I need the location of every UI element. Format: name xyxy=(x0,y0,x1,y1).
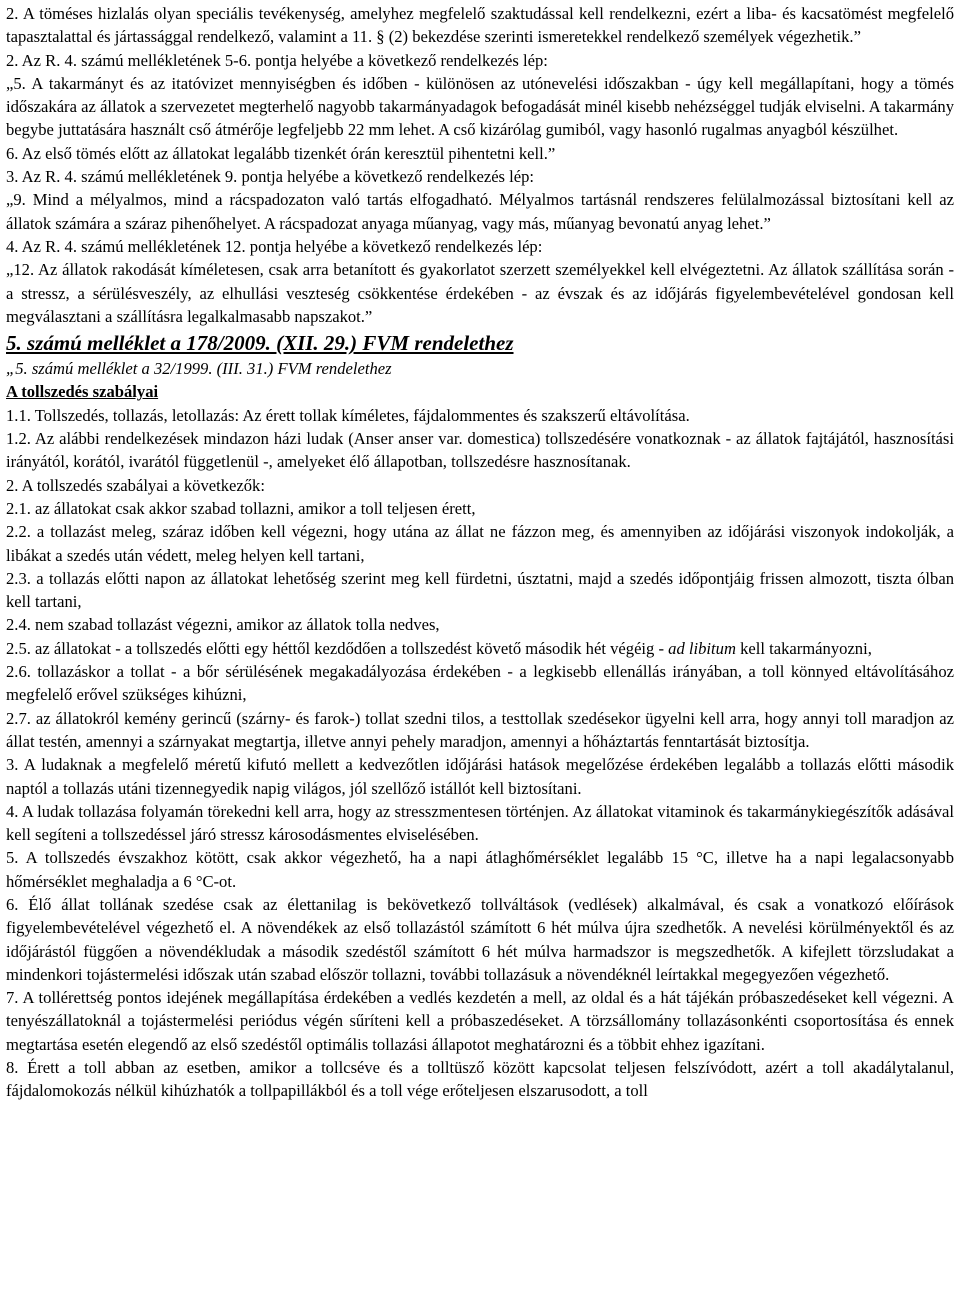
item-4: 4. A ludak tollazása folyamán törekedni kell arra, hogy az stresszmentesen történjen. Az állatokat vitaminok és takarmánykiegészítők adásával kell segíteni a tollszedéssel járó stressz károsodásmentes elviselésében. xyxy=(6,801,954,845)
item-2-5-text-a: 2.5. az állatokat - a tollszedés előtti egy héttől kezdődően a tollszedést követő második hét végéig - xyxy=(6,638,669,658)
section-title-tollszedes: A tollszedés szabályai xyxy=(6,382,159,402)
paragraph-9-tartas: „9. Mind a mélyalmos, mind a rácspadozaton való tartás elfogadható. Mélyalmos tartásnál rendszeres felülalmozással biztosítani kell az állatok számára a száraz pihenőhelyet. A rácspadozat anyaga műanyag, vagy más, műanyag bevonatú anyag lehet.” xyxy=(6,190,954,233)
paragraph-5-takarmany: „5. A takarmányt és az itatóvizet mennyiségben és időben - különösen az utónevelési időszakban - úgy kell megállapítani, hogy a tömés időszakára az állatok a szervezetet megterhelő nagyobb takarmányadagok befogadását minél kisebb nehézséggel tudják elviselni. A takarmány begybe juttatására használt cső átmérője legfeljebb 22 mm lehet. A cső kizárólag gumiból, vagy hasonló rugalmas anyagból készülhet. xyxy=(6,73,954,140)
item-2-5-text-b: kell takarmányozni, xyxy=(735,638,872,658)
item-2-5 xyxy=(6,637,954,660)
amendment-intro-5-6: 2. Az R. 4. számú mellékletének 5-6. pontja helyébe a következő rendelkezés lép: xyxy=(6,50,548,70)
item-2-4: 2.4. nem szabad tollazást végezni, amikor az állatok tolla nedves, xyxy=(6,615,440,635)
amendment-intro-9: 3. Az R. 4. számú mellékletének 9. pontja helyébe a következő rendelkezés lép: xyxy=(6,167,535,187)
item-3: 3. A ludaknak a megfelelő méretű kifutó mellett a kedvezőtlen időjárási hatások megelőzése érdekében legalább a tollazás előtti második naptól a tollazás utáni tizennegyedik napig világos, jól szellőző istállót kell biztosítani. xyxy=(6,755,954,798)
item-1-2: 1.2. Az alábbi rendelkezések mindazon házi ludak (Anser anser var. domestica) tollszedésére vonatkoznak - az állatok fajtájától, hasznosítási irányától, korától, ivarától függetlenül -, amelyeket élő állapotban, tollszedésre hasznosítanak. xyxy=(6,429,954,472)
item-2-2: 2.2. a tollazást meleg, száraz időben kell végezni, hogy utána az állat ne fázzon meg, és amennyiben az időjárási viszonyok indokolják, a libákat a szedés után védett, meleg helyen kell tartani, xyxy=(6,522,954,565)
item-2-6: 2.6. tollazáskor a tollat - a bőr sérülésének megakadályozása érdekében - a legkisebb ellenállás irányában, a toll könnyed eltávolításához megfelelő erővel szükséges kihúzni, xyxy=(6,662,954,705)
item-8: 8. Érett a toll abban az esetben, amikor a tollcséve és a tolltüsző között kapcsolat teljesen felszívódott, azért a toll akadálytalanul, fájdalomokozás nélkül kihúzhatók a tollpapillákból és a toll vége erőteljesen elszarusodott, a toll xyxy=(6,1058,954,1101)
amendment-intro-12: 4. Az R. 4. számú mellékletének 12. pontja helyébe a következő rendelkezés lép: xyxy=(6,236,543,256)
item-2-1: 2.1. az állatokat csak akkor szabad tollazni, amikor a toll teljesen érett, xyxy=(6,498,476,518)
item-2-3: 2.3. a tollazás előtti napon az állatokat lehetőség szerint meg kell fürdetni, úsztatni, majd a szedés időpontjáig frissen almozott, tiszta ólban kell tartani, xyxy=(6,568,954,612)
item-2: 2. A tollszedés szabályai a következők: xyxy=(6,475,265,495)
item-6: 6. Élő állat tollának szedése csak az élettanilag is bekövetkező tollváltások (vedlések) alkalmával, és csak a vonatkozó előírások figyelembevételével végezhető el. A növendékek az első tollazástól számított 6 hét múlva újra szedhetők. A nevelési körülményektől és az időjárástól függően a növendékludak a második szedéstől számított 6 hét múlva harmadszor is megszedhetők. A kifejlett törzsludakat a mindenkori tojástermelési időszak után szabad először tollazni, további tollazásuk a növendéknél leírtakkal megegyezően végezhető. xyxy=(6,894,954,984)
item-7: 7. A tollérettség pontos idejének megállapítása érdekében a vedlés kezdetén a mell, az oldal és a hát tájékán próbaszedéseket kell végezni. A tenyészállatoknál a tojástermelési periódus végén sűríteni kell a próbaszedéseket. A törzsállomány tollazásonkénti csoportosítása és ennek megtartása esetén elegendő az első szedéstől optimális tollazási állapotot meghatározni és a többit ehhez igazítani. xyxy=(6,988,954,1054)
annex-heading: 5. számú melléklet a 178/2009. (XII. 29.) FVM rendelethez xyxy=(6,331,514,356)
paragraph-12-rakodas: „12. Az állatok rakodását kíméletesen, csak arra betanított és gyakorlatot szerzett személyekkel kell elvégeztetni. Az állatok szállítása során - a stressz, a sérülésveszély, az elhullási veszteség csökkentése érdekében - az évszak és az időjárás figyelembevételével gondosan kell megválasztani a szállításra legalkalmasabb napszakot.” xyxy=(6,260,954,326)
item-2-7: 2.7. az állatokról kemény gerincű (szárny- és farok-) tollat szedni tilos, a testtollak szedésekor ügyelni kell arra, hogy annyi toll maradjon az állat testén, amennyi a szárnyakat megtartja, illetve annyi pehely maradjon, amennyi a hőháztartás fenntartását biztosítja. xyxy=(6,708,954,751)
paragraph-tomeses-hizlalas: 2. A töméses hizlalás olyan speciális tevékenység, amelyhez megfelelő szaktudással kell rendelkezni, ezért a liba- és kacsatömést megfelelő tapasztalattal és jártassággal rendelkező, valamint a 11. § (2) bekezdése szerinti ismeretekkel rendelkező személyek végezhetik.” xyxy=(6,4,954,47)
item-5: 5. A tollszedés évszakhoz kötött, csak akkor végezhető, ha a napi átlaghőmérséklet legalább 15 °C, illetve ha a napi legalacsonyabb hőmérséklet meghaladja a 6 °C-ot. xyxy=(6,848,954,891)
item-1-1: 1.1. Tollszedés, tollazás, letollazás: Az érett tollak kíméletes, fájdalommentes és szakszerű eltávolítása. xyxy=(6,405,690,425)
annex-subheading: „5. számú melléklet a 32/1999. (III. 31.) FVM rendelethez xyxy=(6,359,392,379)
item-2-5-ad-libitum: ad libitum xyxy=(668,638,736,658)
paragraph-6-pihentetes: 6. Az első tömés előtt az állatokat legalább tizenkét órán keresztül pihentetni kell.” xyxy=(6,143,556,163)
